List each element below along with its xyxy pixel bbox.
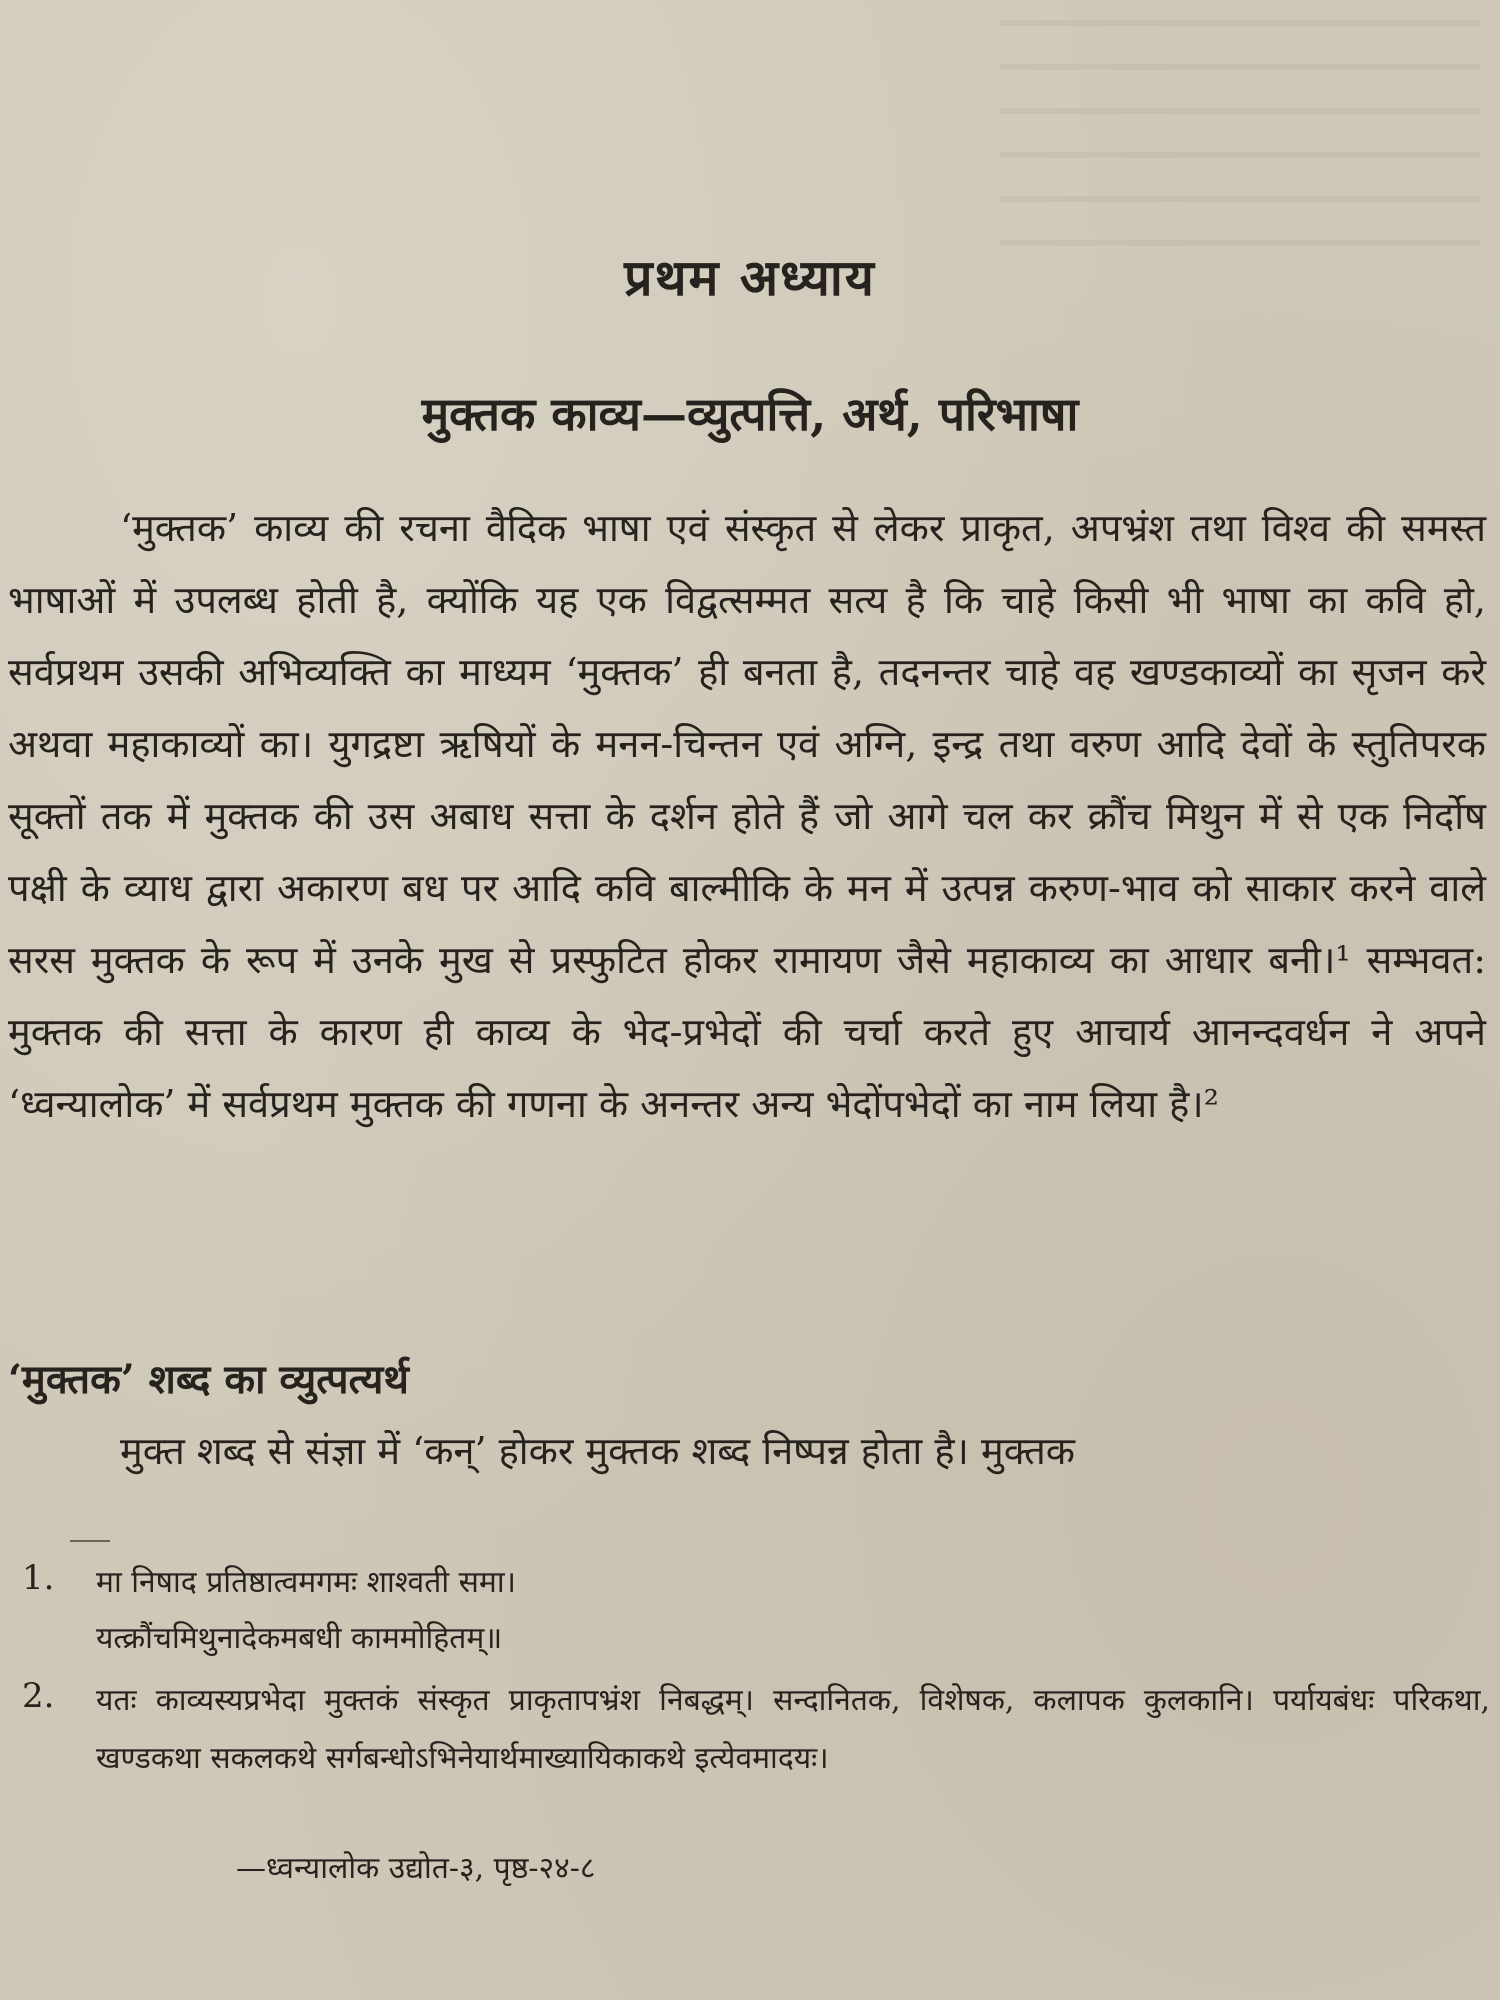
footnote-2-source: —ध्वन्यालोक उद्योत-३, पृष्ठ-२४-८: [236, 1851, 596, 1886]
footnote-1-line-1: मा निषाद प्रतिष्ठात्वमगमः शाश्वती समा।: [96, 1565, 516, 1600]
body-paragraph-2: मुक्त शब्द से संज्ञा में ‘कन्’ होकर मुक्तक शब्द निष्पन्न होता है। मुक्तक: [120, 1429, 1075, 1473]
bleed-through-texture: [1000, 20, 1480, 280]
chapter-title: प्रथम अध्याय: [624, 248, 876, 307]
footnote-divider: [70, 1540, 110, 1542]
body-paragraph-1: ‘मुक्तक’ काव्य की रचना वैदिक भाषा एवं संस्कृत से लेकर प्राकृत, अपभ्रंश तथा विश्व की समस्त भाषाओं में उपलब्ध होती है, क्योंकि यह एक विद्वत्सम्मत सत्य है कि चाहे किसी भी भाषा का कवि हो, सर्वप्रथम उसकी अभिव्यक्ति का माध्यम ‘मुक्तक’ ही बनता है, तदनन्तर चाहे वह खण्डकाव्यों का सृजन करे अथवा महाकाव्यों का। युगद्रष्टा ऋषियों के मनन-चिन्तन एवं अग्नि, इन्द्र तथा वरुण आदि देवों के स्तुतिपरक सूक्तों तक में मुक्तक की उस अबाध सत्ता के दर्शन होते हैं जो आगे चल कर क्रौंच मिथुन में से एक निर्दोष पक्षी के व्याध द्वारा अकारण बध पर आदि कवि बाल्मीकि के मन में उत्पन्न करुण-भाव को साकार करने वाले सरस मुक्तक के रूप में उनके मुख से प्रस्फुटित होकर रामायण जैसे महाकाव्य का आधार बनी।¹ सम्भवत: मुक्तक की सत्ता के कारण ही काव्य के भेद-प्रभेदों की चर्चा करते हुए आचार्य आनन्दवर्धन ने अपने ‘ध्वन्यालोक’ में सर्वप्रथम मुक्तक की गणना के अनन्तर अन्य भेदोंपभेदों का नाम लिया है।²: [8, 506, 1486, 1126]
footnote-2-number: 2.: [22, 1676, 55, 1716]
footnote-1-number: 1.: [22, 1558, 55, 1598]
footnote-1-line-2: यत्क्रौंचमिथुनादेकमबधी काममोहितम्॥: [96, 1621, 503, 1656]
subheading-etymology: ‘मुक्तक’ शब्द का व्युत्पत्यर्थ: [8, 1356, 409, 1403]
section-title: मुक्तक काव्य—व्युत्पत्ति, अर्थ, परिभाषा: [421, 387, 1079, 441]
footnote-2-text: यतः काव्यस्यप्रभेदा मुक्तकं संस्कृत प्राकृतापभ्रंश निबद्धम्। सन्दानितक, विशेषक, कलापक कुलकानि। पर्यायबंधः परिकथा, खण्डकथा सकलकथे सर्गबन्धोऽभिनेयार्थमाख्यायिकाकथे इत्येवमादयः।: [96, 1683, 1490, 1776]
